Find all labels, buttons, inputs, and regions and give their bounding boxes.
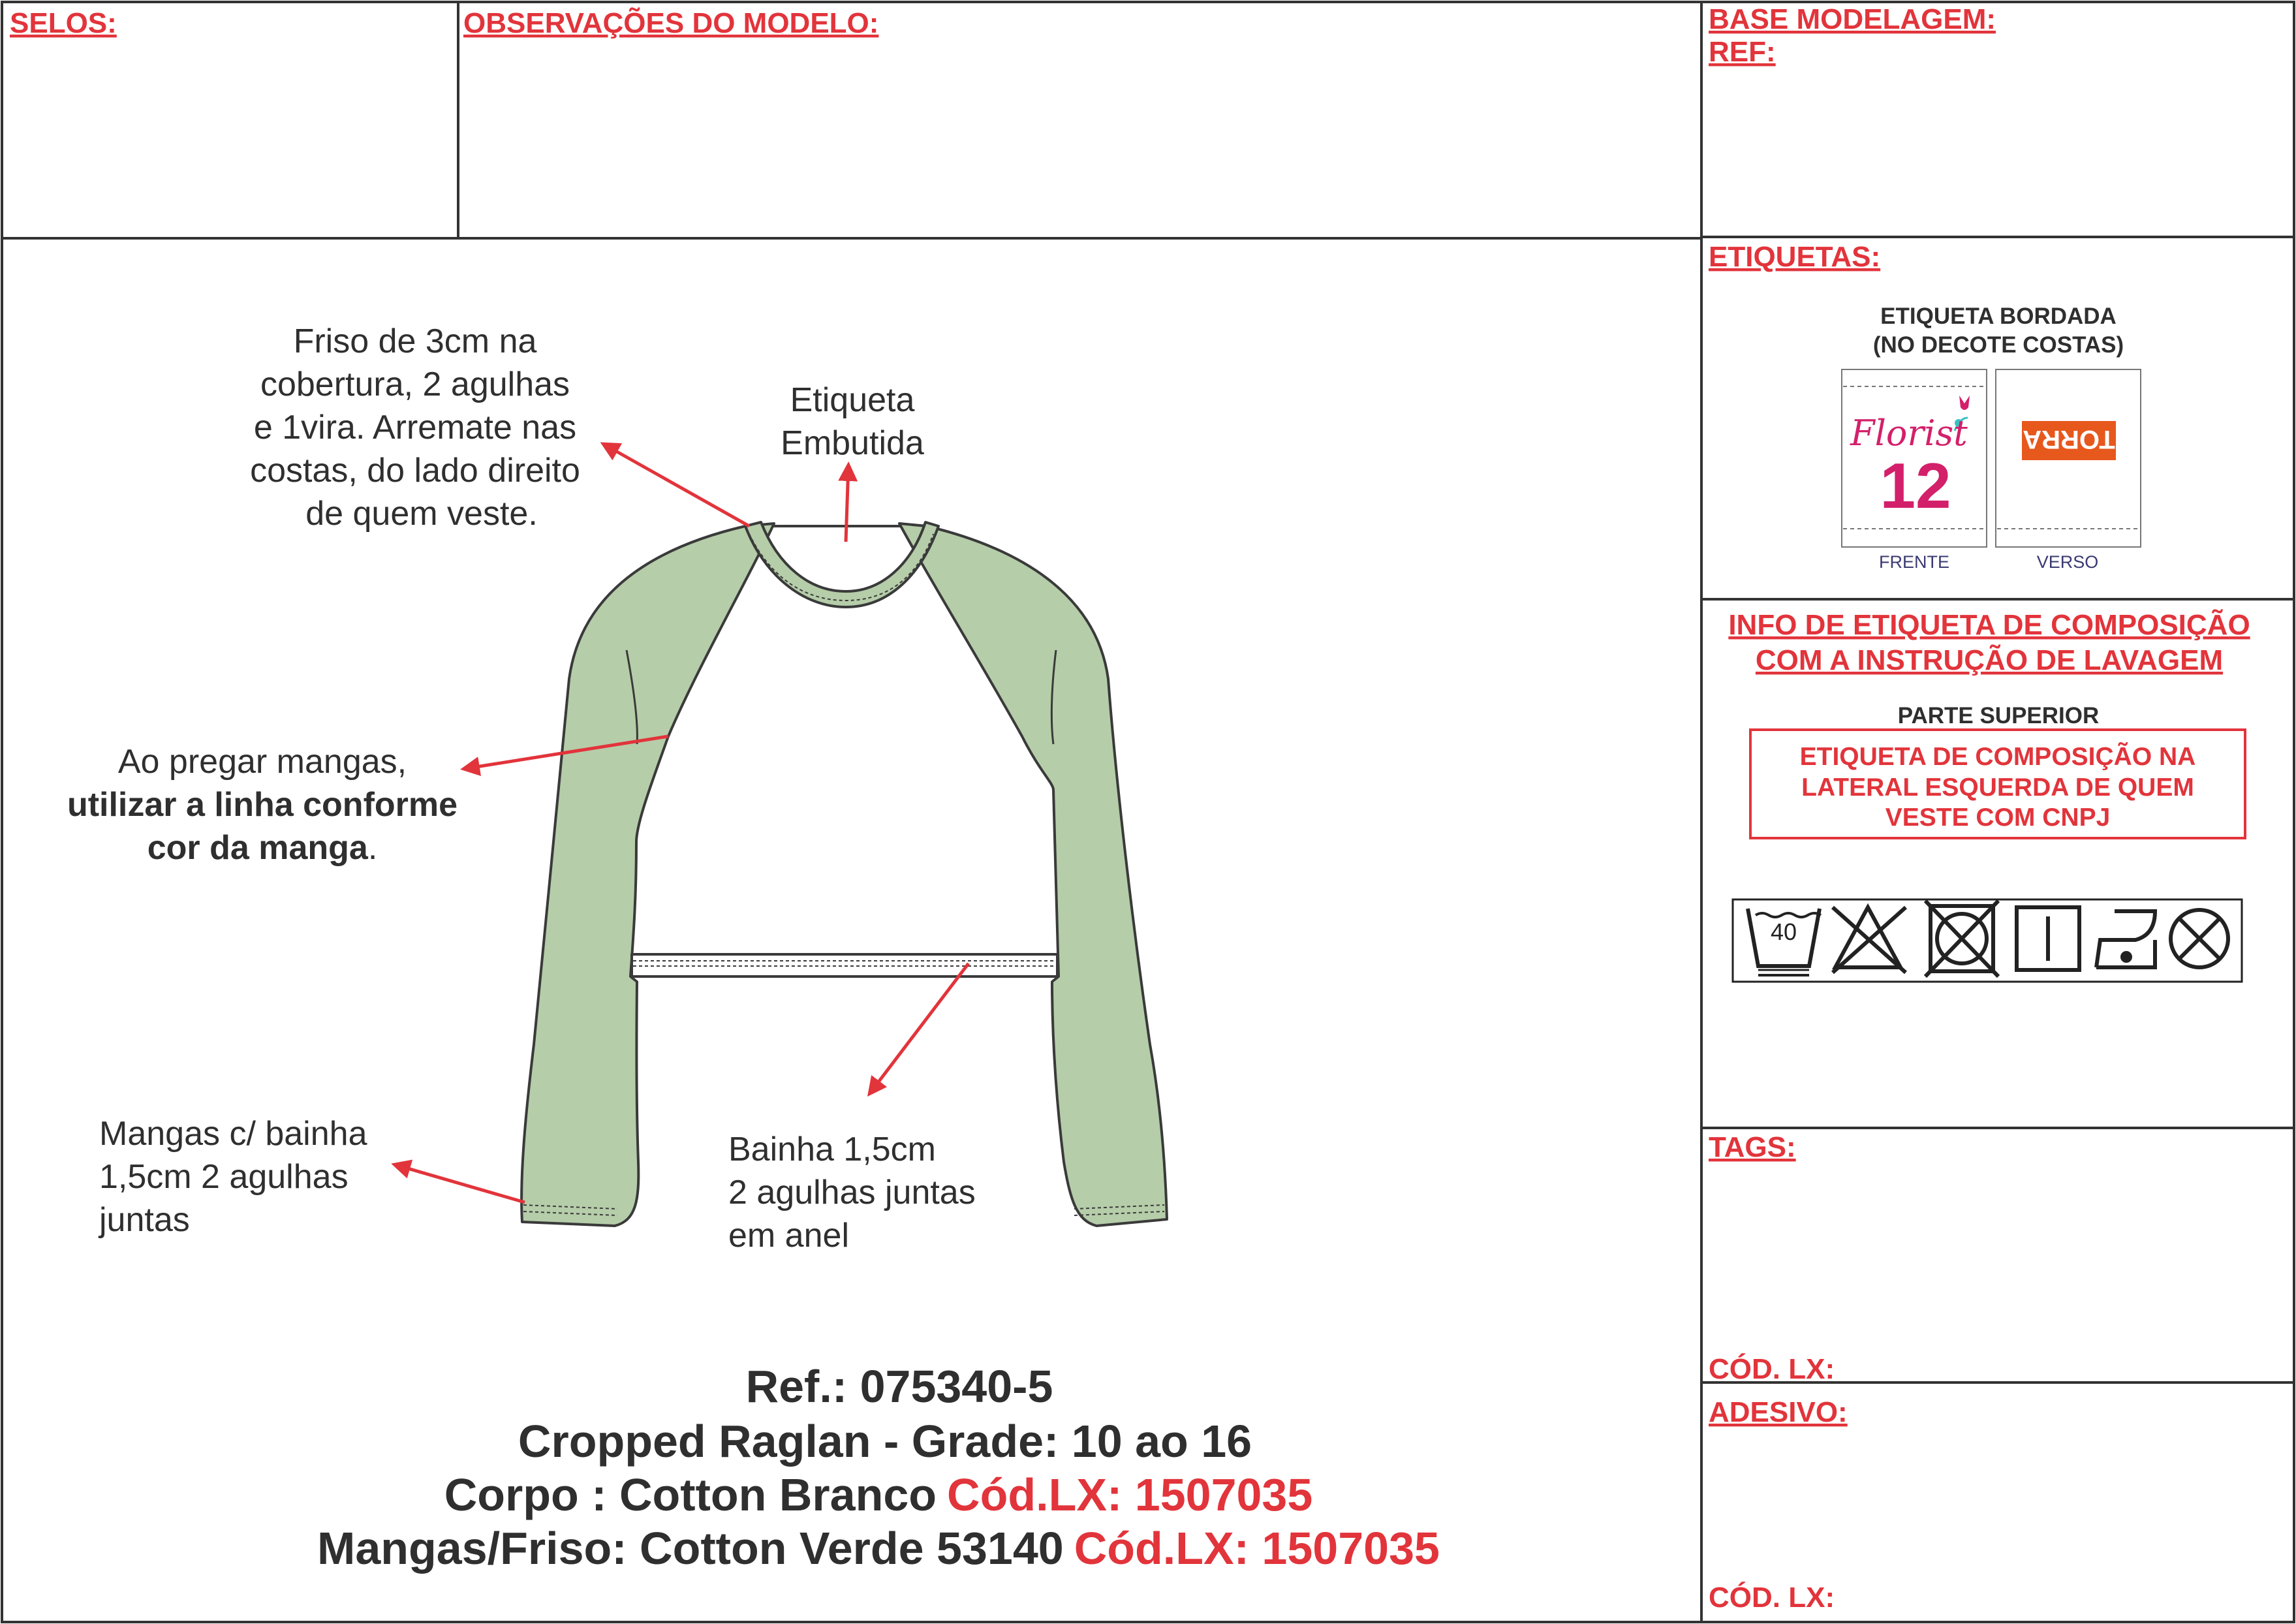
torra-logo: TORRA xyxy=(2023,425,2115,454)
arrow-bainha xyxy=(869,963,969,1094)
label-size-number: 12 xyxy=(1880,450,1951,522)
etiqueta-bordada-line2: (NO DECOTE COSTAS) xyxy=(1872,332,2124,358)
etiqueta-line2: Embutida xyxy=(781,424,924,462)
pregar-line3-period: . xyxy=(367,829,378,867)
ref-label: REF: xyxy=(1709,36,1776,68)
composicao-title-line1: INFO DE ETIQUETA DE COMPOSIÇÃO xyxy=(1728,609,2250,641)
annotation-bainha xyxy=(728,1131,976,1255)
iron-low-icon xyxy=(2096,911,2155,967)
footer-spec xyxy=(317,1361,1440,1574)
florist-logo: Florist xyxy=(1850,413,1968,454)
label-front-caption: FRENTE xyxy=(1879,552,1949,572)
arrow-friso xyxy=(603,444,749,526)
label-back-caption: VERSO xyxy=(2036,552,2099,572)
line-dry-icon xyxy=(2017,907,2079,970)
footer-corpo: Corpo : Cotton Branco xyxy=(444,1469,937,1520)
adesivo-label: ADESIVO: xyxy=(1709,1396,1848,1428)
bainha-line1: Bainha 1,5cm xyxy=(728,1131,936,1168)
mangas-line1: Mangas c/ bainha xyxy=(99,1115,367,1153)
selos-label: SELOS: xyxy=(10,7,117,39)
base-modelagem-label: BASE MODELAGEM: xyxy=(1709,3,1996,35)
etiquetas-label: ETIQUETAS: xyxy=(1709,241,1881,273)
no-tumble-dry-icon xyxy=(1925,901,1998,976)
observacoes-label: OBSERVAÇÕES DO MODELO: xyxy=(463,7,879,39)
friso-line3: e 1vira. Arremate nas xyxy=(253,409,577,446)
tags-cod-lx: CÓD. LX: xyxy=(1709,1353,1835,1385)
footer-mangas-line xyxy=(317,1523,1440,1574)
footer-ref: Ref.: 075340-5 xyxy=(745,1361,1053,1412)
footer-model: Cropped Raglan - Grade: 10 ao 16 xyxy=(518,1416,1252,1467)
footer-mangas-cod: Cód.LX: 1507035 xyxy=(1074,1523,1440,1574)
arrow-mangas xyxy=(394,1164,525,1202)
annotation-pregar xyxy=(67,743,458,867)
garment-drawing xyxy=(521,522,1167,1226)
wash-temperature: 40 xyxy=(1770,918,1797,945)
footer-corpo-line xyxy=(444,1469,1313,1520)
etiqueta-bordada-line1: ETIQUETA BORDADA xyxy=(1880,304,2117,329)
wash-40-icon xyxy=(1748,909,1821,975)
annotation-mangas xyxy=(98,1115,367,1239)
friso-line2: cobertura, 2 agulhas xyxy=(260,366,570,403)
friso-line1: Friso de 3cm na xyxy=(293,322,537,360)
pregar-line1: Ao pregar mangas, xyxy=(117,743,407,781)
composicao-box-line1: ETIQUETA DE COMPOSIÇÃO NA xyxy=(1799,743,2196,771)
no-bleach-icon xyxy=(1833,907,1906,973)
footer-corpo-cod: Cód.LX: 1507035 xyxy=(947,1469,1313,1520)
footer-mangas: Mangas/Friso: Cotton Verde 53140 xyxy=(317,1523,1064,1574)
friso-line5: de quem veste. xyxy=(305,495,538,533)
mangas-line2: 1,5cm 2 agulhas xyxy=(99,1158,349,1196)
label-back xyxy=(1996,369,2141,547)
annotation-friso xyxy=(250,322,580,533)
friso-line4: costas, do lado direito xyxy=(250,452,580,490)
annotation-etiqueta xyxy=(781,381,924,462)
pregar-line3 xyxy=(147,829,378,867)
adesivo-cod-lx: CÓD. LX: xyxy=(1709,1582,1835,1614)
label-front xyxy=(1842,369,1987,547)
etiqueta-line1: Etiqueta xyxy=(790,381,915,419)
tags-label: TAGS: xyxy=(1709,1131,1796,1163)
pregar-line3-bold: cor da manga xyxy=(147,829,368,867)
pregar-line2: utilizar a linha conforme xyxy=(67,786,458,824)
care-symbols xyxy=(1733,899,2242,982)
parte-superior-label: PARTE SUPERIOR xyxy=(1897,703,2100,728)
bainha-line2: 2 agulhas juntas xyxy=(728,1174,976,1211)
composicao-title-line2: COM A INSTRUÇÃO DE LAVAGEM xyxy=(1755,644,2224,676)
composicao-box-line3: VESTE COM CNPJ xyxy=(1885,804,2111,832)
bainha-line3: em anel xyxy=(728,1217,849,1255)
composicao-box-line2: LATERAL ESQUERDA DE QUEM xyxy=(1801,773,2194,802)
no-dry-clean-icon xyxy=(2171,910,2228,967)
mangas-line3: juntas xyxy=(99,1201,190,1239)
